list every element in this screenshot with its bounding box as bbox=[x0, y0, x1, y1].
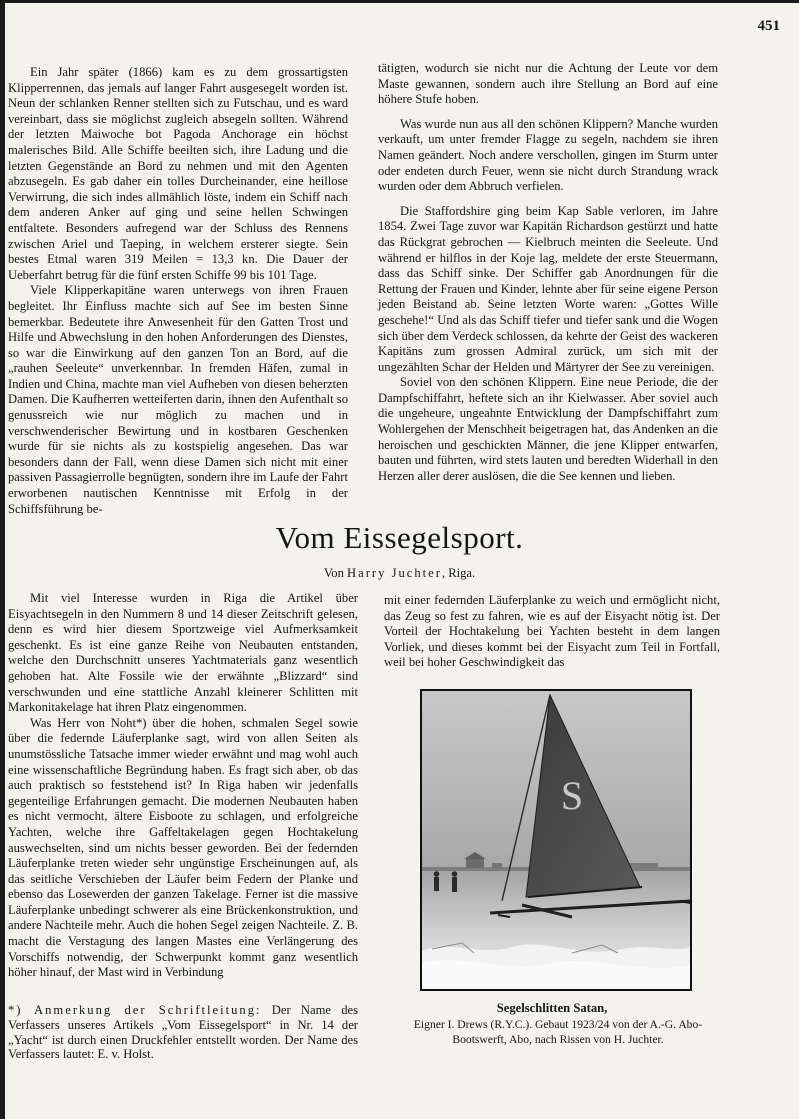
paragraph: tätigten, wodurch sie nicht nur die Achtung der Leute vor dem Maste gewannen, sondern auch ihre Stellung an Bord auf eine höhere Stufe hoben. bbox=[378, 61, 718, 107]
paragraph: Soviel von den schönen Klippern. Eine neue Periode, die der Dampfschiffahrt, heftete sich an ihr Kielwasser. Aber soviel auch die ungeheure, ungeahnte Entwicklung der Dampfschiffahrt zum Wohlergehen der Menschheit beigetragen hat, das Andenken an die heroischen und geschickten Männer, die jene Klipper entwarfen, bauten und führten, wird stets lauten und beredten Widerhall in den Herzen aller derer auslösen, die die See kennen und lieben. bbox=[378, 375, 718, 483]
ice-yacht-photo bbox=[420, 689, 692, 991]
column-bottom-right bbox=[384, 593, 720, 671]
byline-suffix: , Riga. bbox=[441, 566, 476, 580]
footnote-lead: *) Anmerkung der Schriftleitung: bbox=[8, 1003, 262, 1017]
sail-letter: S bbox=[560, 773, 584, 818]
article-byline bbox=[0, 566, 799, 581]
paragraph: Ein Jahr später (1866) kam es zu dem grossartigsten Klipperrennen, das jemals auf langer Fahrt ausgesegelt worden ist. Neun der schlanken Renner stellten sich zu Futschau, und es ward vereinbart, dass sie möglichst zugleich absegeln sollten. Während der letzten Maiwoche bot Pagoda Anchorage ein höchst malerisches Bild. Alle Schiffe beeilten sich, ihre Ladung und die letzten Gegenstände an Bord zu nehmen und mit den Agenten abzusegeln. Es gab daher ein tolles Durcheinander, eine heillose Verwirrung, die sich indes allmählich löste, indem ein Schiff nach dem anderen Anker auf ging und seine hellen Schwingen entfaltete. Besonders aufregend war der Schluss des Rennens zwischen Ariel und Taeping, in welchem ersterer siegte. Sein bestes Etmal waren 319 Meilen = 13,3 kn. Die Dauer der Ueberfahrt betrug für die fünf ersten Schiffe 99 bis 101 Tage. bbox=[8, 65, 348, 282]
paragraph: Was wurde nun aus all den schönen Klippern? Manche wurden verkauft, um unter fremder Flagge zu segeln, nachdem sie ihren Namen geändert. Noch andere verschollen, gingen im Sturm unter oder endeten durch Feuer, wenn sie nicht durch Strandung wrack wurden oder dem Abbruch verfielen. bbox=[378, 116, 718, 194]
article-title: Vom Eissegelsport. bbox=[275, 520, 524, 555]
scan-edge-left bbox=[0, 0, 5, 1119]
column-bottom-left bbox=[8, 591, 358, 981]
scan-edge-top bbox=[0, 0, 799, 3]
photo-caption-text: Eigner I. Drews (R.Y.C.). Gebaut 1923/24 von der A.-G. Abo-Bootswerft, Abo, nach Rissen von H. Juchter. bbox=[413, 1018, 703, 1046]
footnote-text: Der Name des Verfassers unseres Artikels „Vom Eissegelsport“ in Nr. 14 der „Yacht“ ist durch einen Druckfehler entstellt worden. Der Name des Verfassers lautet: E. v. Holst. bbox=[8, 1003, 359, 1062]
photo-caption-title: Segelschlitten Satan, bbox=[496, 1001, 608, 1015]
column-top-right bbox=[378, 61, 718, 484]
paragraph: Viele Klipperkapitäne waren unterwegs von ihren Frauen begleitet. Ihr Einfluss machte sich auf See im besten Sinne bemerkbar. Bedeutete ihre Anwesenheit für den Gatten Trost und Hilfe und Abwechslung in den hohen Anforderungen des Dienstes, so war die Einwirkung auf den ganzen Ton an Bord, auf die „rauhen Seeleute“ unverkennbar. In fremden Häfen, zumal in Indien und China, machte man viel Aufheben von diesen beherzten Damen. Die Kaufherren wetteiferten darin, ihnen den Aufenthalt so genussreich wie nur möglich zu machen und in verschwenderischer Bewirtung und in kostbaren Geschenken wurde für sie nichts als zu kostspielig angesehen. Das war besonders dann der Fall, wenn diese Damen sich nicht mit einer passiven Passagierrolle begnügten, sondern ihre im Laufe der Fahrt erworbenen nautischen Kenntnisse mit Erfolg in der Schiffsführung be- bbox=[8, 283, 348, 516]
snow-foreground bbox=[422, 943, 690, 989]
paragraph: Was Herr von Noht*) über die hohen, schmalen Segel sowie über die federnde Läuferplanke sagt, wird von allen Seiten als unumstössliche Tatsache immer wieder erwähnt und mag wohl auch eine wissenschaftliche Begründung haben. Es fragt sich aber, ob das auch praktisch so feststehend ist? In Riga haben wir jedenfalls gegenteilige Erfahrungen gemacht. Die modernen Neubauten haben es nicht vermocht, ältere Eisboote zu schlagen, und erfolgreiche Yachten, welche ihre Gaffeltakelagen gegen Hochtakelung auswechselten, sind um nichts besser geworden. Bei der federnden Läuferplanke treten wieder sehr ungünstige Erscheinungen auf, als das seitliche Verschieben der Läufer beim Federn der Planke und ebenso das Losewerden der ganzen Takelage. Ferner ist die massive Läuferplanke unbedingt schwerer als eine Brückenkonstruktion, und andere Nachteile mehr. Auch die hohen Segel zeigen Nachteile. Z. B. macht die Verstagung des langen Mastes eine Verlängerung des Vorschiffs notwendig, der Schwerpunkt kommt ganz wesentlich höher hinauf, der Mast wird in Verbindung bbox=[8, 715, 358, 980]
byline-author: Harry Juchter bbox=[347, 566, 442, 580]
byline-prefix: Von bbox=[323, 566, 344, 580]
column-top-left bbox=[8, 65, 348, 517]
paragraph: Die Staffordshire ging beim Kap Sable verloren, im Jahre 1854. Zwei Tage zuvor war Kapitän Richardson gestürzt und hatte das Rückgrat gebrochen — Kielbruch meinten die Seeleute. Und während er hilflos in der Koje lag, meldete der erste Steuermann, dass das Schiff sinke. Der Schiffer gab Anordnungen für die Rettung der Frauen und Kinder, lehnte aber für seine eigene Person jeden Beistand ab. Seine letzten Worte waren: „Gottes Wille geschehe!“ Und als das Schiff tiefer und tiefer sank und die Wogen sich über dem Verdeck schlossen, da kehrte der Geist des wackeren Kapitäns zum grossen Admiral zurück, um sich mit der ungezählten Schar der Helden und Märtyrer der See zu vereinigen. bbox=[378, 203, 718, 374]
footnote bbox=[8, 1003, 358, 1062]
paragraph: Mit viel Interesse wurden in Riga die Artikel über Eisyachtsegeln in den Nummern 8 und 14 dieser Zeitschrift gelesen, denn es wird hier diesem Sportzweige viel Aufmerksamkeit geschenkt. Es ist eine ganze Reihe von Neubauten entstanden, welche den Durchschnitt unseres Yachtmaterials ganz wesentlich gehoben hat. Alte Fossile wie der erwähnte „Blizzard“ sind verschwunden und eine stattliche Anzahl kleinerer Schlitten mit Markonitakelage hat ihren Platz eingenommen. bbox=[8, 591, 358, 715]
page-number: 451 bbox=[757, 18, 780, 34]
paragraph: mit einer federnden Läuferplanke zu weich und ermöglicht nicht, das Zeug so fest zu fahren, wie es auf der Eisyacht nötig ist. Der Vorteil der Hochtakelung bei Yachten besteht in dem langen Vorliek, und dieses kommt bei der Eisyacht zum Teil in Fortfall, weil bei hoher Geschwindigkeit das bbox=[384, 593, 720, 670]
